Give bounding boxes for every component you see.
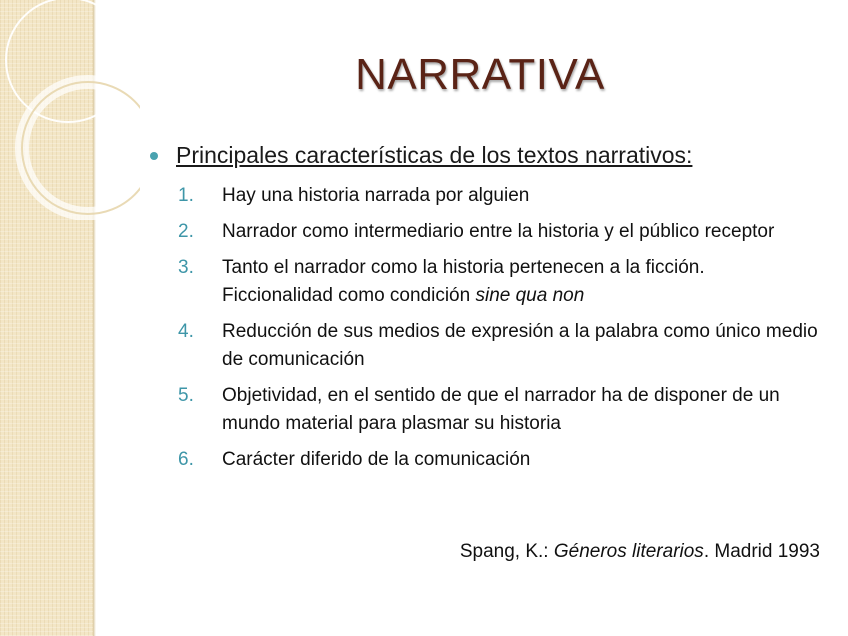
list-item-number: 4. [178, 321, 194, 342]
list-item-number: 1. [178, 185, 194, 206]
list-item-text: Tanto el narrador como la historia pertenecen a la ficción. Ficcionalidad como condición [222, 257, 705, 306]
bullet-dot-icon [150, 152, 158, 160]
list-item-number: 6. [178, 449, 194, 470]
citation-author: Spang, K.: [459, 541, 549, 562]
list-item-number: 5. [178, 385, 194, 406]
list-item [178, 254, 818, 310]
list-item-text: Hay una historia narrada por alguien [222, 185, 530, 206]
list-item-number: 2. [178, 221, 194, 242]
slide-title: NARRATIVA [355, 50, 605, 99]
list-item [178, 182, 818, 210]
list-item-text: Objetividad, en el sentido de que el narrador ha de disponer de un mundo material para plasmar su historia [222, 385, 780, 434]
list-item-text-wrapper [222, 254, 818, 310]
list-item-text: Carácter diferido de la comunicación [222, 449, 531, 470]
bullet-heading: Principales características de los textos narrativos: [176, 142, 693, 168]
list-item-italic-phrase: sine qua non [475, 285, 585, 306]
list-item-text: Reducción de sus medios de expresión a la palabra como único medio de comunicación [222, 321, 818, 370]
decorative-circles [0, 0, 140, 220]
list-item-number: 3. [178, 257, 194, 278]
characteristics-list [178, 182, 818, 482]
list-item [178, 446, 818, 474]
list-item [178, 382, 818, 438]
citation-rest: . Madrid 1993 [703, 541, 820, 562]
list-item [178, 218, 818, 246]
list-item [178, 318, 818, 374]
citation-work: Géneros literarios [553, 541, 704, 562]
citation [460, 541, 820, 563]
main-bullet [148, 142, 828, 169]
list-item-text: Narrador como intermediario entre la historia y el público receptor [222, 221, 775, 242]
